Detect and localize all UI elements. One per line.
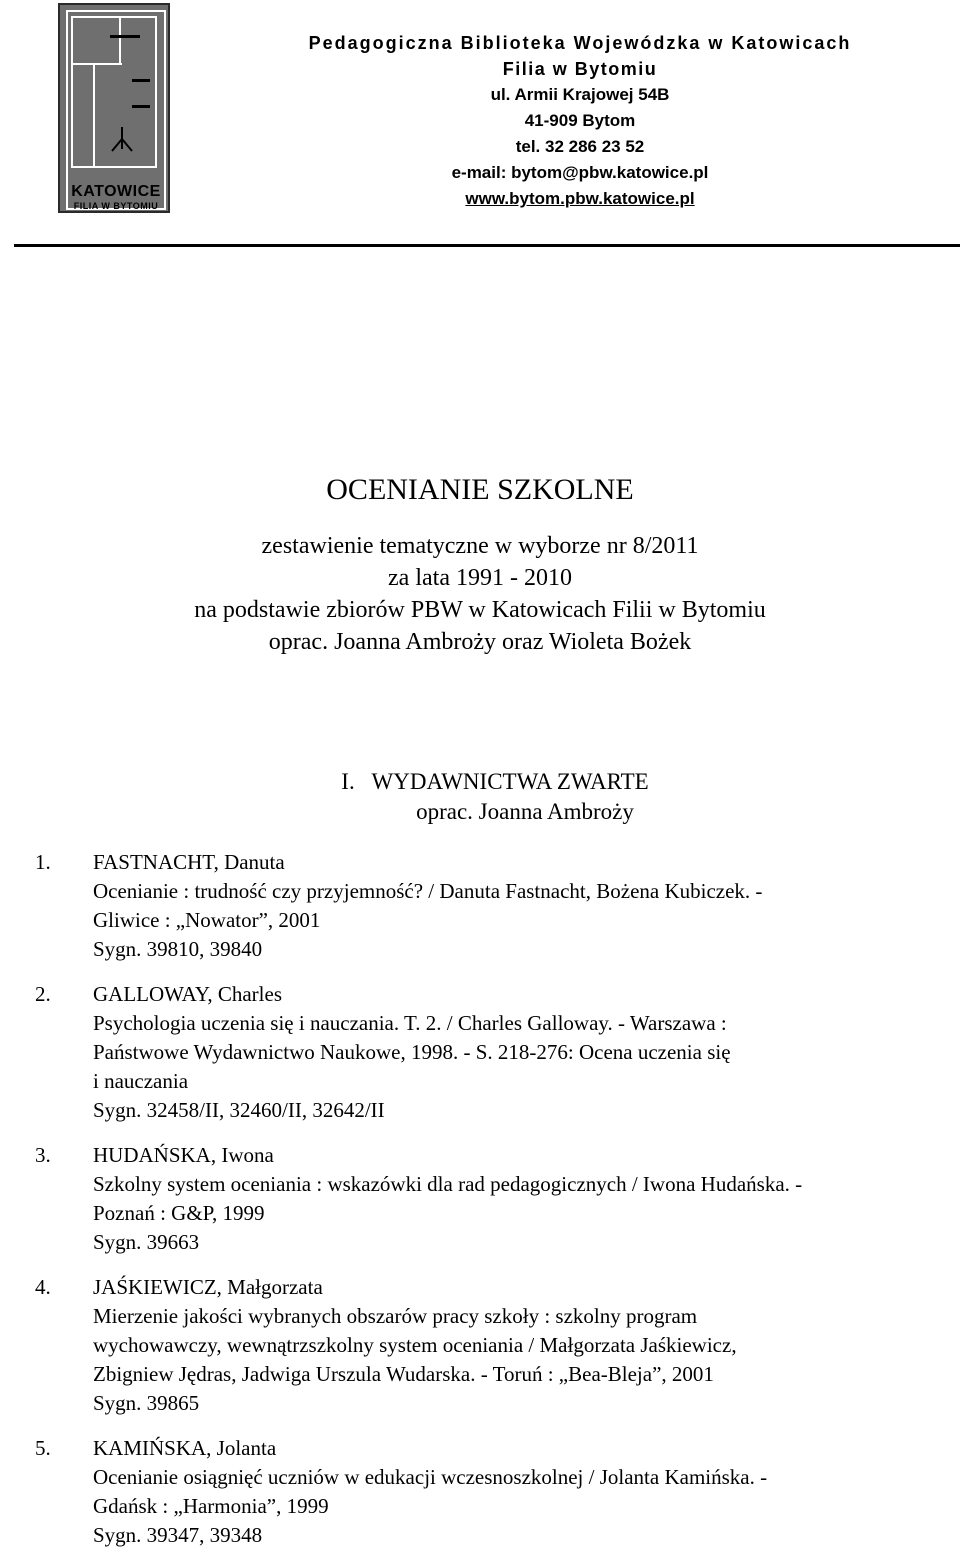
branch-name: Filia w Bytomiu xyxy=(502,59,658,79)
item-line: wychowawczy, wewnątrzszkolny system oceniania / Małgorzata Jaśkiewicz, xyxy=(93,1333,737,1357)
logo-text-city: KATOWICE xyxy=(71,183,161,200)
section-author: oprac. Joanna Ambroży xyxy=(416,799,634,824)
item-line: Ocenianie osiągnięć uczniów w edukacji wczesnoszkolnej / Jolanta Kamińska. - xyxy=(93,1465,768,1489)
item-number: 2. xyxy=(35,982,51,1006)
item-signature: Sygn. 39663 xyxy=(93,1230,200,1254)
section-heading xyxy=(0,767,960,827)
list-item xyxy=(35,1434,935,1550)
item-number: 5. xyxy=(35,1436,51,1460)
website-link[interactable]: www.bytom.pbw.katowice.pl xyxy=(465,189,695,208)
header-divider xyxy=(14,244,960,247)
subtitle-line-1: zestawienie tematyczne w wyborze nr 8/2011 xyxy=(261,533,699,559)
item-line: Państwowe Wydawnictwo Naukowe, 1998. - S. 218-276: Ocena uczenia się xyxy=(93,1040,731,1064)
item-author: HUDAŃSKA, Iwona xyxy=(93,1143,274,1167)
item-line: Psychologia uczenia się i nauczania. T. 2. / Charles Galloway. - Warszawa : xyxy=(93,1011,727,1035)
subtitle-line-2: za lata 1991 - 2010 xyxy=(388,565,572,591)
address-postal: 41-909 Bytom xyxy=(524,111,636,130)
logo-text-branch: FILIA W BYTOMIU xyxy=(73,201,159,211)
item-number: 4. xyxy=(35,1275,51,1299)
address-street: ul. Armii Krajowej 54B xyxy=(490,85,670,104)
list-item xyxy=(35,1273,935,1418)
item-author: GALLOWAY, Charles xyxy=(93,982,282,1006)
library-name: Pedagogiczna Biblioteka Wojewódzka w Katowicach xyxy=(308,33,852,53)
item-number: 3. xyxy=(35,1143,51,1167)
item-signature: Sygn. 32458/II, 32460/II, 32642/II xyxy=(93,1098,385,1122)
email-address: e-mail: bytom@pbw.katowice.pl xyxy=(451,163,709,182)
item-line: Gliwice : „Nowator”, 2001 xyxy=(93,908,321,932)
item-number: 1. xyxy=(35,850,51,874)
list-item xyxy=(35,848,935,964)
bibliography-list xyxy=(35,848,935,1566)
item-signature: Sygn. 39865 xyxy=(93,1391,200,1415)
item-line: Mierzenie jakości wybranych obszarów pracy szkoły : szkolny program xyxy=(93,1304,698,1328)
subtitle-line-3: na podstawie zbiorów PBW w Katowicach Filii w Bytomiu xyxy=(194,597,766,623)
item-line: Poznań : G&P, 1999 xyxy=(93,1201,265,1225)
section-title: I. WYDAWNICTWA ZWARTE xyxy=(341,769,649,794)
item-line: Ocenianie : trudność czy przyjemność? / Danuta Fastnacht, Bożena Kubiczek. - xyxy=(93,879,763,903)
item-line: Gdańsk : „Harmonia”, 1999 xyxy=(93,1494,329,1518)
item-line: Zbigniew Jędras, Jadwiga Urszula Wudarska. - Toruń : „Bea-Bleja”, 2001 xyxy=(93,1362,714,1386)
logo-emblem-icon xyxy=(64,9,164,174)
library-logo xyxy=(58,3,170,213)
phone-number: tel. 32 286 23 52 xyxy=(515,137,645,156)
item-signature: Sygn. 39810, 39840 xyxy=(93,937,263,961)
document-title-block xyxy=(0,470,960,658)
item-line: i nauczania xyxy=(93,1069,189,1093)
item-author: JAŚKIEWICZ, Małgorzata xyxy=(93,1275,323,1299)
item-signature: Sygn. 39347, 39348 xyxy=(93,1523,263,1547)
library-header xyxy=(230,30,930,212)
item-line: Szkolny system oceniania : wskazówki dla rad pedagogicznych / Iwona Hudańska. - xyxy=(93,1172,803,1196)
list-item xyxy=(35,980,935,1125)
item-author: KAMIŃSKA, Jolanta xyxy=(93,1436,277,1460)
item-author: FASTNACHT, Danuta xyxy=(93,850,285,874)
subtitle-line-4: oprac. Joanna Ambroży oraz Wioleta Bożek xyxy=(268,629,692,655)
document-title: OCENIANIE SZKOLNE xyxy=(326,473,634,506)
list-item xyxy=(35,1141,935,1257)
